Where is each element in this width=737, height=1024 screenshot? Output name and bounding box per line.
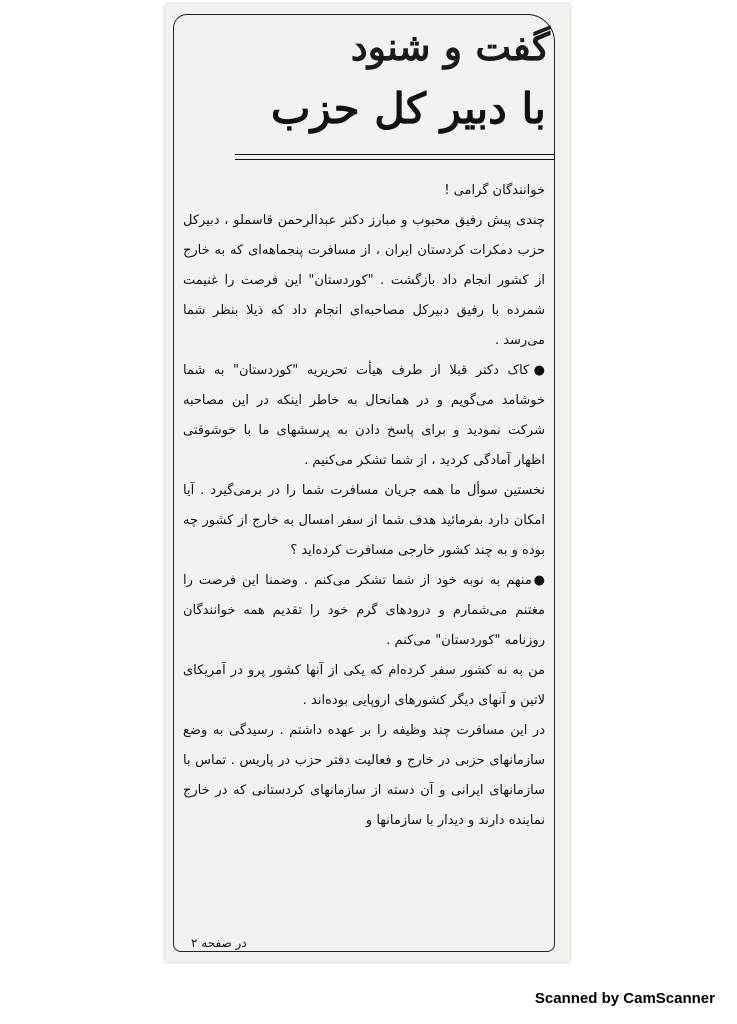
answer-countries: من به نه کشور سفر کرده‌ام که یکی از آنها کشور پرو در آمریکای لاتین و آنهای دیگر کشورهای اروپایی بوده‌اند . [183,663,545,708]
scanner-watermark: Scanned by CamScanner [534,990,715,1007]
question-first: نخستین سوأل ما همه جریان مسافرت شما را در برمی‌گیرد . آیا امکان دارد بفرمائید هدف شما از سفر امسال به خارج از کشور چه بوده و به چند کشور خارجی مسافرت کرده‌اید ؟ [183,483,545,558]
article-body [183,176,545,836]
question-welcome: ●کاک دکتر قبلا از طرف هیأت تحریریه "کوردستان" به شما خوشامد می‌گویم و در همانحال به خاطر اینکه در این مصاحبه شرکت نمودید و برای پاسخ دادن به پرسشهای ما با خوشوقتی اظهار آمادگی کردید ، از شما تشکر می‌کنیم . [183,363,545,468]
answer-thanks: ●منهم به نوبه خود از شما تشکر می‌کنم . وضمنا این فرصت را مغتنم می‌شمارم و درودهای گرم خود را تقدیم همه خوانندگان روزنامه "کوردستان" می‌کنم . [183,573,545,648]
newspaper-clipping [165,4,570,962]
headline-rule-bottom [235,159,555,160]
answer-tasks: در این مسافرت چند وظیفه را بر عهده داشتم . رسیدگی به وضع سازمانهای حزبی در خارج و فعالیت دفتر حزب در پاریس . تماس با سازمانهای ایرانی و آن دسته از سازمانهای کردستانی که در خارج نماینده دارند و دیدار با سازمانها و [183,723,545,828]
headline-rule-top [235,154,555,155]
headline-line-1: گفت و شنود [350,24,550,69]
intro-paragraph: چندی پیش رفیق محبوب و مبارز دکتر عبدالرحمن قاسملو ، دبیرکل حزب دمکرات کردستان ایران ، از مسافرت پنجماهه‌ای که به خارج از کشور انجام داد بازگشت . "کوردستان" این فرصت را غنیمت شمرده با رفیق دبیرکل مصاحبه‌ای انجام داد که ذیلا بنظر شما می‌رسد . [183,213,545,348]
continued-note: در صفحه ۲ [191,936,247,950]
salutation: خوانندگان گرامی ! [444,183,545,198]
headline-line-2: با دبیر کل حزب [270,84,546,133]
